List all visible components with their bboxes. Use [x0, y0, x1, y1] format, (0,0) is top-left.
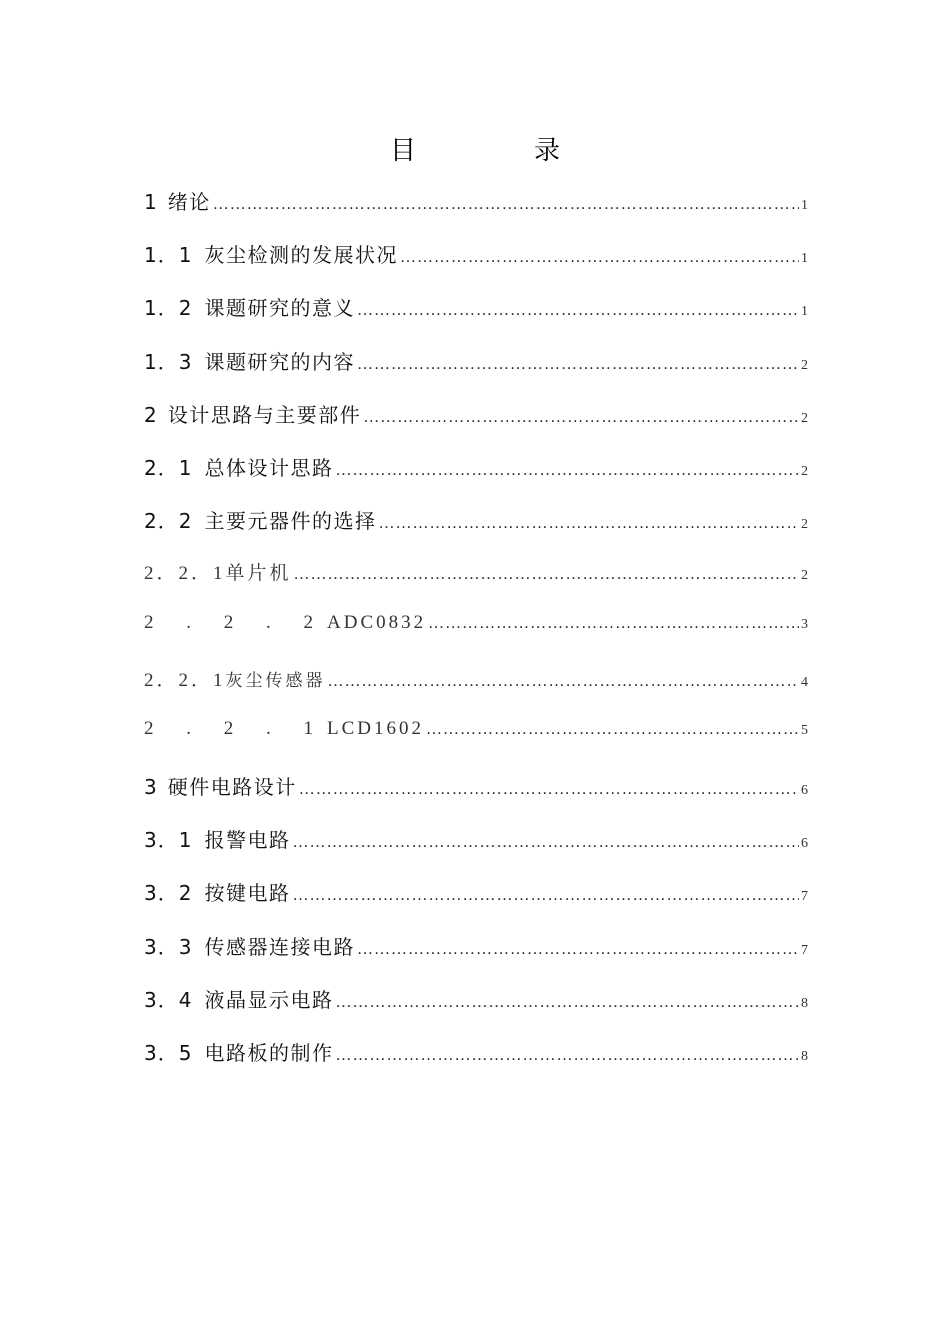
toc-dot-leader — [363, 409, 799, 427]
toc-dot-leader — [292, 834, 799, 852]
toc-dot-leader — [294, 566, 799, 584]
toc-entry-title: 课题研究的内容 — [204, 349, 355, 374]
toc-dot-leader — [357, 941, 799, 959]
toc-entry[interactable] — [144, 399, 808, 452]
toc-entry-page: 1 — [801, 251, 808, 267]
toc-entry[interactable] — [144, 771, 808, 824]
toc-entry-page: 5 — [801, 722, 808, 738]
toc-entry-title: LCD1602 — [327, 717, 424, 739]
toc-entry-title: 总体设计思路 — [204, 455, 334, 480]
toc-entry-page: 3 — [801, 616, 808, 632]
toc-entry[interactable] — [144, 1037, 808, 1090]
toc-entry-page: 2 — [801, 463, 808, 479]
toc-entry-page: 6 — [801, 783, 808, 799]
toc-entry-title: 硬件电路设计 — [167, 775, 297, 800]
toc-entry-number: 2 . 2 . 2 — [144, 611, 327, 633]
toc-dot-leader — [213, 196, 799, 214]
toc-entry-number: 2．2 — [144, 509, 193, 534]
toc-entry-number: 1 — [144, 190, 158, 214]
toc-entry-title: 液晶显示电路 — [204, 987, 334, 1012]
toc-entry-number: 2．2．1 — [144, 669, 226, 691]
toc-entry[interactable] — [144, 452, 808, 505]
toc-entry-number: 3．4 — [144, 987, 193, 1012]
toc-entry-page: 2 — [801, 410, 808, 426]
toc-entry[interactable] — [144, 984, 808, 1037]
toc-entry-title: 课题研究的意义 — [204, 296, 355, 321]
toc-entry-number: 3．5 — [144, 1041, 193, 1065]
toc-entry-title: 灰尘传感器 — [225, 670, 326, 690]
toc-entry-title: 主要元器件的选择 — [204, 509, 377, 534]
toc-entry-number: 3．3 — [144, 934, 193, 959]
toc-entry[interactable] — [144, 239, 808, 292]
toc-entry-title: 单片机 — [225, 563, 292, 585]
toc-dot-leader — [426, 721, 799, 739]
toc-entry-page: 8 — [801, 1049, 808, 1064]
toc-dot-leader — [335, 994, 799, 1012]
toc-entry-number: 2．1 — [144, 455, 193, 480]
toc-entry-page: 7 — [801, 889, 808, 905]
toc-dot-leader — [378, 515, 799, 533]
toc-entry[interactable] — [144, 558, 808, 611]
toc-entry-page: 4 — [801, 674, 808, 690]
toc-entry-page: 1 — [801, 304, 808, 320]
toc-entry-number: 1．3 — [144, 349, 193, 374]
toc-entry-title: 电路板的制作 — [204, 1041, 334, 1065]
toc-entry[interactable] — [144, 718, 808, 771]
toc-entry-page: 2 — [801, 517, 808, 533]
toc-entry-number: 3．1 — [144, 828, 193, 853]
toc-entry-number: 2．2．1 — [144, 563, 226, 585]
toc-dot-leader — [335, 1047, 799, 1065]
toc-entry-title: 绪论 — [167, 190, 211, 214]
toc-dot-leader — [292, 887, 799, 905]
toc-entry[interactable] — [144, 931, 808, 984]
toc-entry-page: 8 — [801, 995, 808, 1011]
toc-dot-leader — [328, 673, 799, 691]
toc-dot-leader — [357, 356, 799, 374]
toc-entry[interactable] — [144, 824, 808, 877]
toc-dot-leader — [428, 615, 799, 633]
toc-entry-page: 7 — [801, 942, 808, 958]
toc-entry-title: 灰尘检测的发展状况 — [204, 243, 398, 268]
toc-entry-title: 报警电路 — [204, 828, 291, 853]
toc-dot-leader — [299, 781, 799, 799]
toc-entry[interactable] — [144, 877, 808, 930]
toc-entry-page: 6 — [801, 836, 808, 852]
toc-entry-page: 2 — [801, 357, 808, 373]
toc-entry-title: 设计思路与主要部件 — [167, 402, 362, 427]
toc-entry-number: 1．2 — [144, 296, 193, 321]
toc-entry[interactable] — [144, 186, 808, 239]
toc-entry[interactable] — [144, 292, 808, 345]
toc-entry[interactable] — [144, 665, 808, 718]
page-title: 目 录 — [389, 136, 606, 166]
toc-entry-page: 1 — [801, 198, 808, 213]
toc-entry-number: 2 — [144, 402, 158, 427]
toc-entry-number: 1．1 — [144, 243, 193, 268]
toc-entry-title: 按键电路 — [204, 881, 291, 906]
toc-entry[interactable] — [144, 346, 808, 399]
toc-entry[interactable] — [144, 505, 808, 558]
toc-entry-title: 传感器连接电路 — [204, 934, 355, 959]
toc-dot-leader — [335, 462, 799, 480]
toc-entry-number: 2 . 2 . 1 — [144, 717, 327, 739]
toc-entry-number: 3．2 — [144, 881, 193, 906]
toc-entry-number: 3 — [144, 775, 158, 800]
toc-entry[interactable] — [144, 612, 808, 665]
toc-dot-leader — [357, 302, 799, 320]
toc-entry-page: 2 — [801, 568, 808, 584]
table-of-contents — [144, 186, 808, 1090]
toc-dot-leader — [400, 249, 799, 267]
toc-entry-title: ADC0832 — [327, 611, 427, 633]
